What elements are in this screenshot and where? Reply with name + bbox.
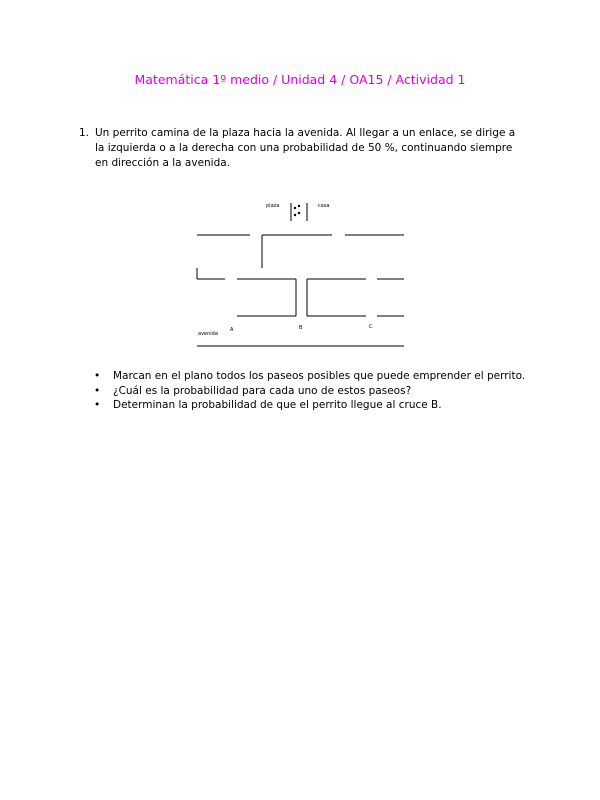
street-map-diagram	[190, 195, 415, 355]
bullet-icon: •	[94, 399, 101, 411]
question-text: Un perrito camina de la plaza hacia la avenida. Al llegar a un enlace, se dirige a la izquierda o a la derecha con una probabilidad de 50 %, continuando siempre en dirección a la avenida.	[95, 127, 516, 169]
list-item-text: ¿Cuál es la probabilidad para cada uno de estos paseos?	[113, 384, 412, 397]
label-cruce-c: C	[369, 324, 373, 330]
question-number: 1.	[79, 127, 90, 139]
list-item-text: Determinan la probabilidad de que el perrito llegue al cruce B.	[113, 399, 442, 411]
label-cruce-a: A	[230, 327, 234, 333]
label-plaza: plaza	[266, 203, 280, 209]
bullet-icon: •	[94, 384, 101, 397]
list-item	[94, 369, 534, 384]
page-title: Matemática 1º medio / Unidad 4 / OA15 / Actividad 1	[134, 72, 466, 87]
list-item-text: Marcan en el plano todos los paseos posibles que puede emprender el perrito.	[113, 370, 526, 382]
label-avenida: avenida	[198, 331, 218, 337]
instruction-list	[94, 369, 534, 413]
list-item	[94, 384, 534, 399]
label-cruce-b: B	[299, 325, 303, 331]
list-item	[94, 398, 534, 413]
label-casa: casa	[318, 203, 330, 209]
dog-icon	[294, 205, 300, 216]
bullet-icon: •	[94, 370, 101, 382]
